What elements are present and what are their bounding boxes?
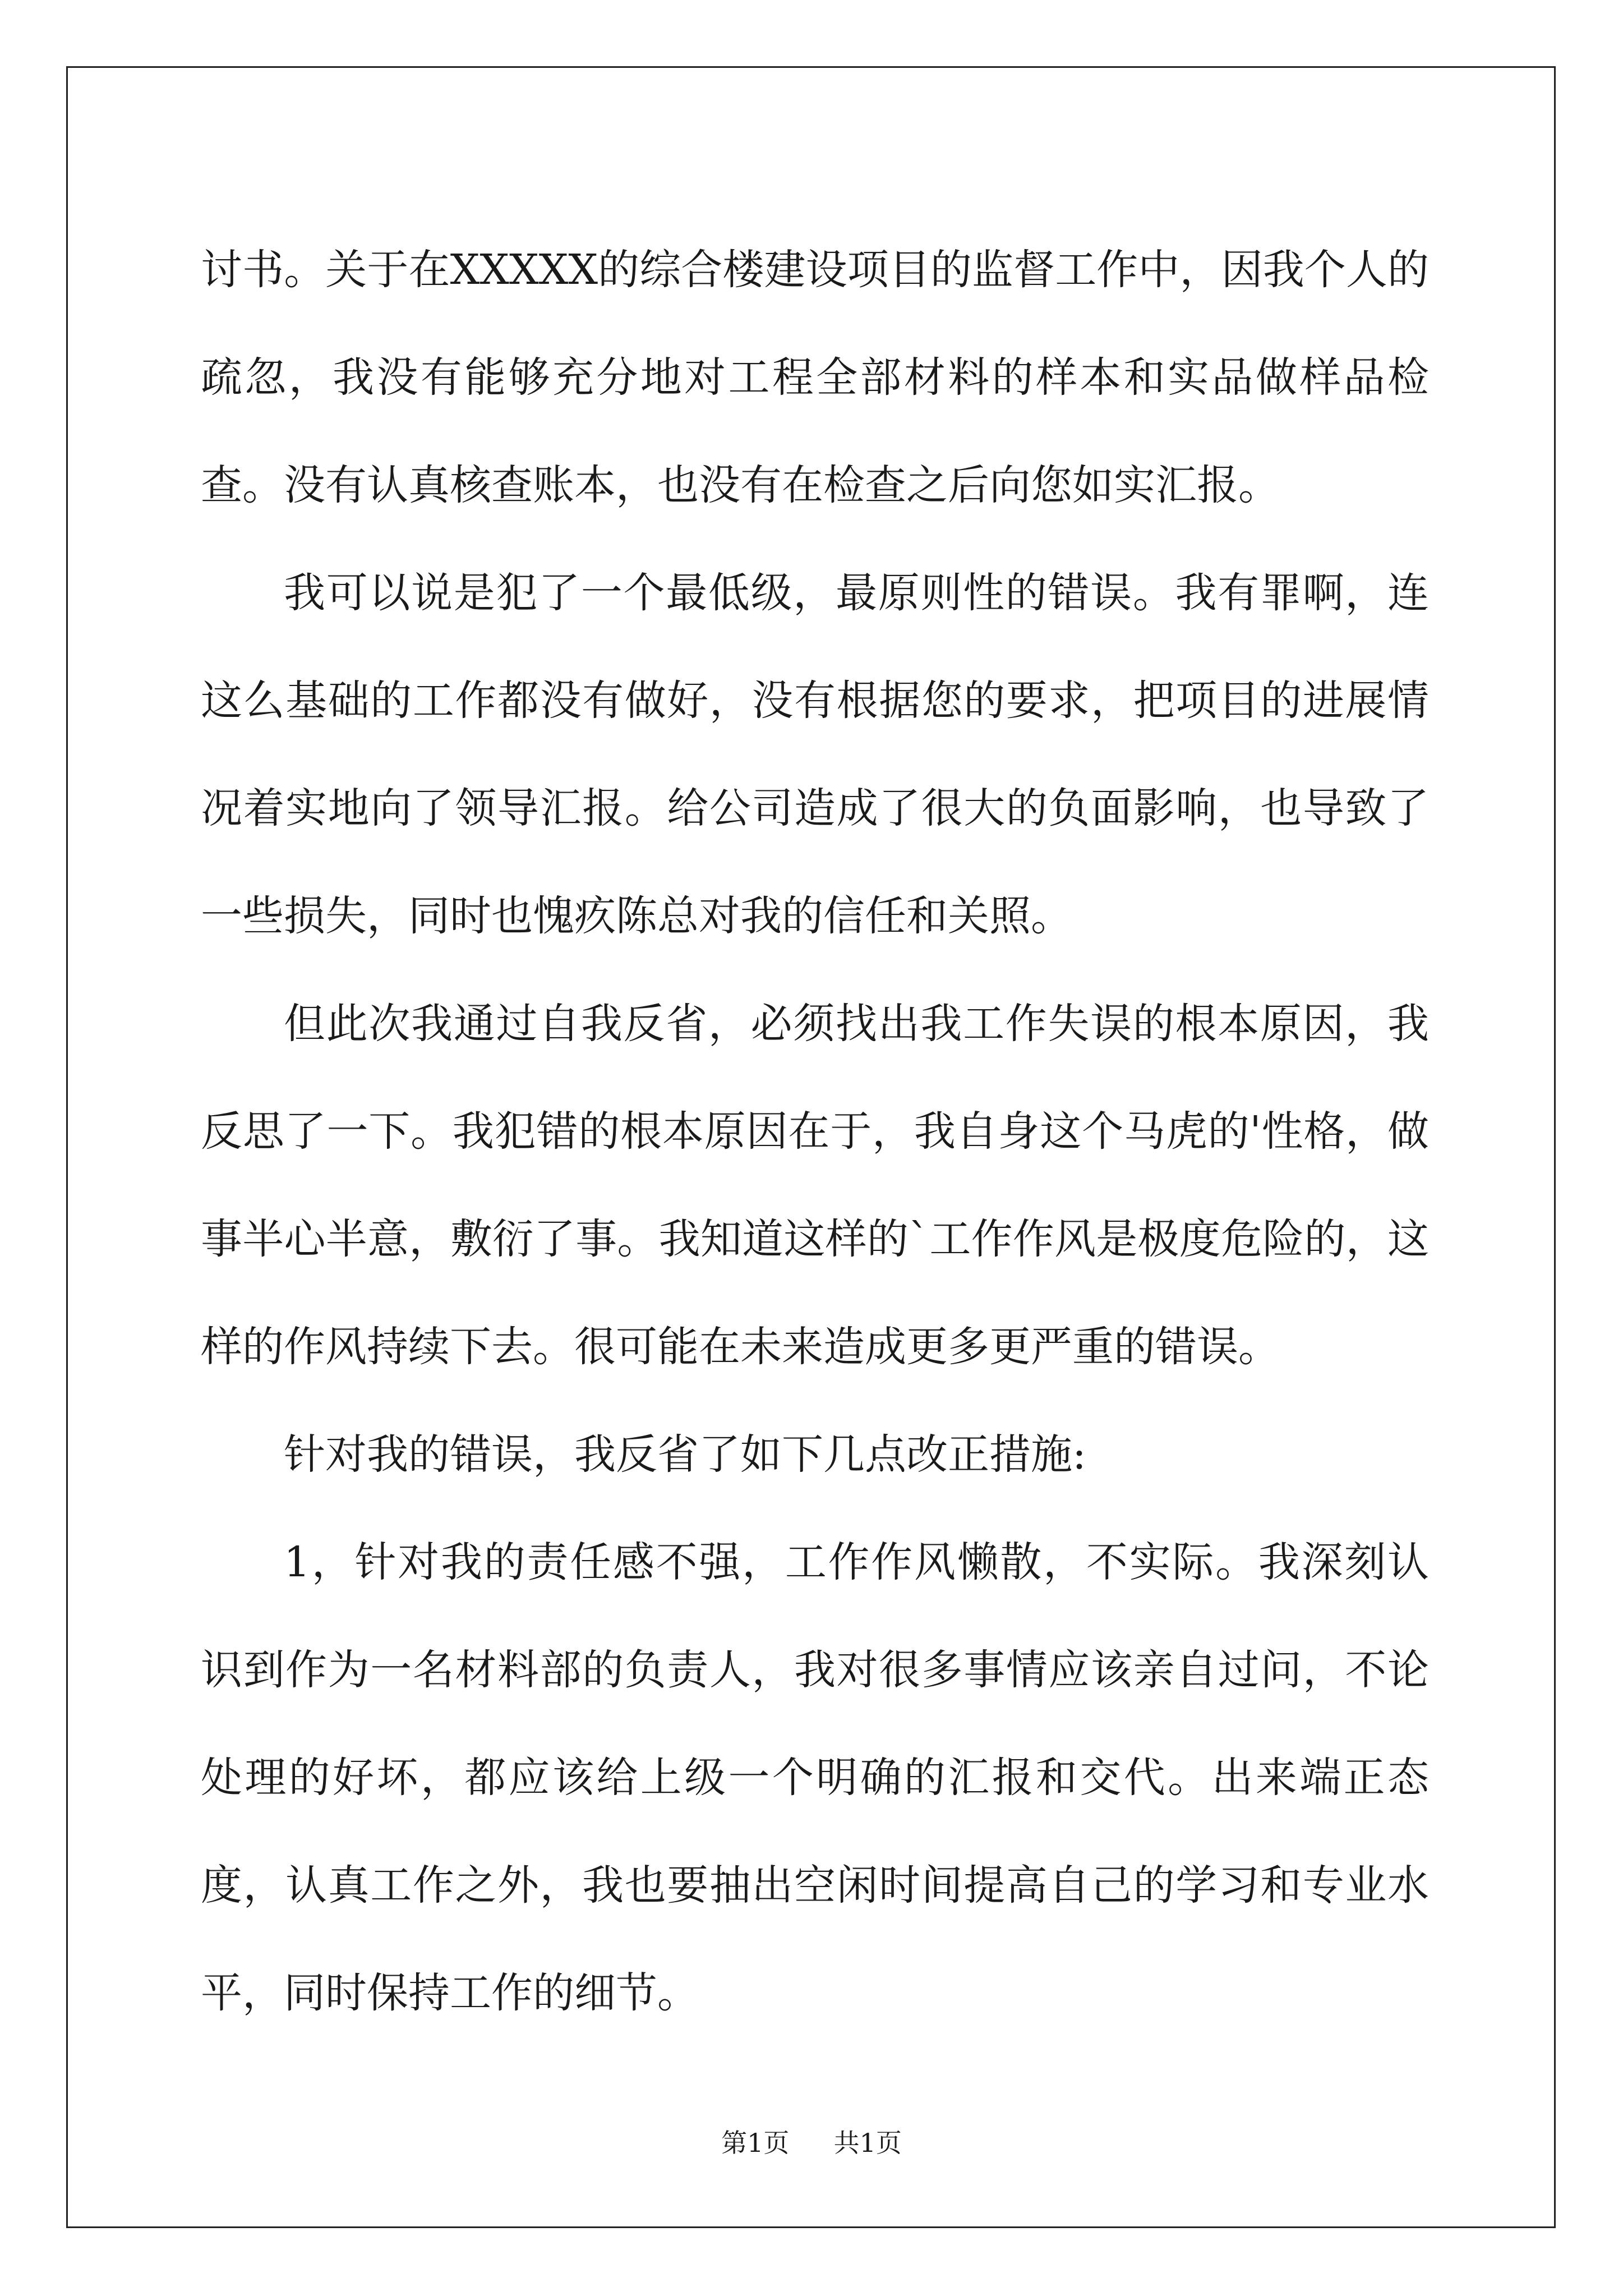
page-total: 共1页 xyxy=(833,2128,902,2158)
page-number: 第1页 xyxy=(721,2128,790,2158)
paragraph-1: 讨书。关于在XXXXX的综合楼建设项目的监督工作中，因我个人的疏忽，我没有能够充分地对工程全部材料的样本和实品做样品检查。没有认真核查账本，也没有在检查之后向您如实汇报。 xyxy=(201,246,1429,509)
document-body xyxy=(201,216,1429,2047)
paragraph-2: 我可以说是犯了一个最低级，最原则性的错误。我有罪啊，连这么基础的工作都没有做好，没有根据您的要求，把项目的进展情况着实地向了领导汇报。给公司造成了很大的负面影响，也导致了一些损失，同时也愧疚陈总对我的信任和关照。 xyxy=(201,569,1429,940)
page-footer xyxy=(0,2126,1623,2160)
paragraph-3: 但此次我通过自我反省，必须找出我工作失误的根本原因，我反思了一下。我犯错的根本原因在于，我自身这个马虎的'性格，做事半心半意，敷衍了事。我知道这样的`工作作风是极度危险的，这样的作风持续下去。很可能在未来造成更多更严重的错误。 xyxy=(201,1000,1429,1371)
paragraph-5: 1，针对我的责任感不强，工作作风懒散，不实际。我深刻认识到作为一名材料部的负责人，我对很多事情应该亲自过问，不论处理的好坏，都应该给上级一个明确的汇报和交代。出来端正态度，认真工作之外，我也要抽出空闲时间提高自己的学习和专业水平，同时保持工作的细节。 xyxy=(201,1538,1429,2017)
paragraph-4: 针对我的错误，我反省了如下几点改正措施: xyxy=(284,1430,1086,1479)
